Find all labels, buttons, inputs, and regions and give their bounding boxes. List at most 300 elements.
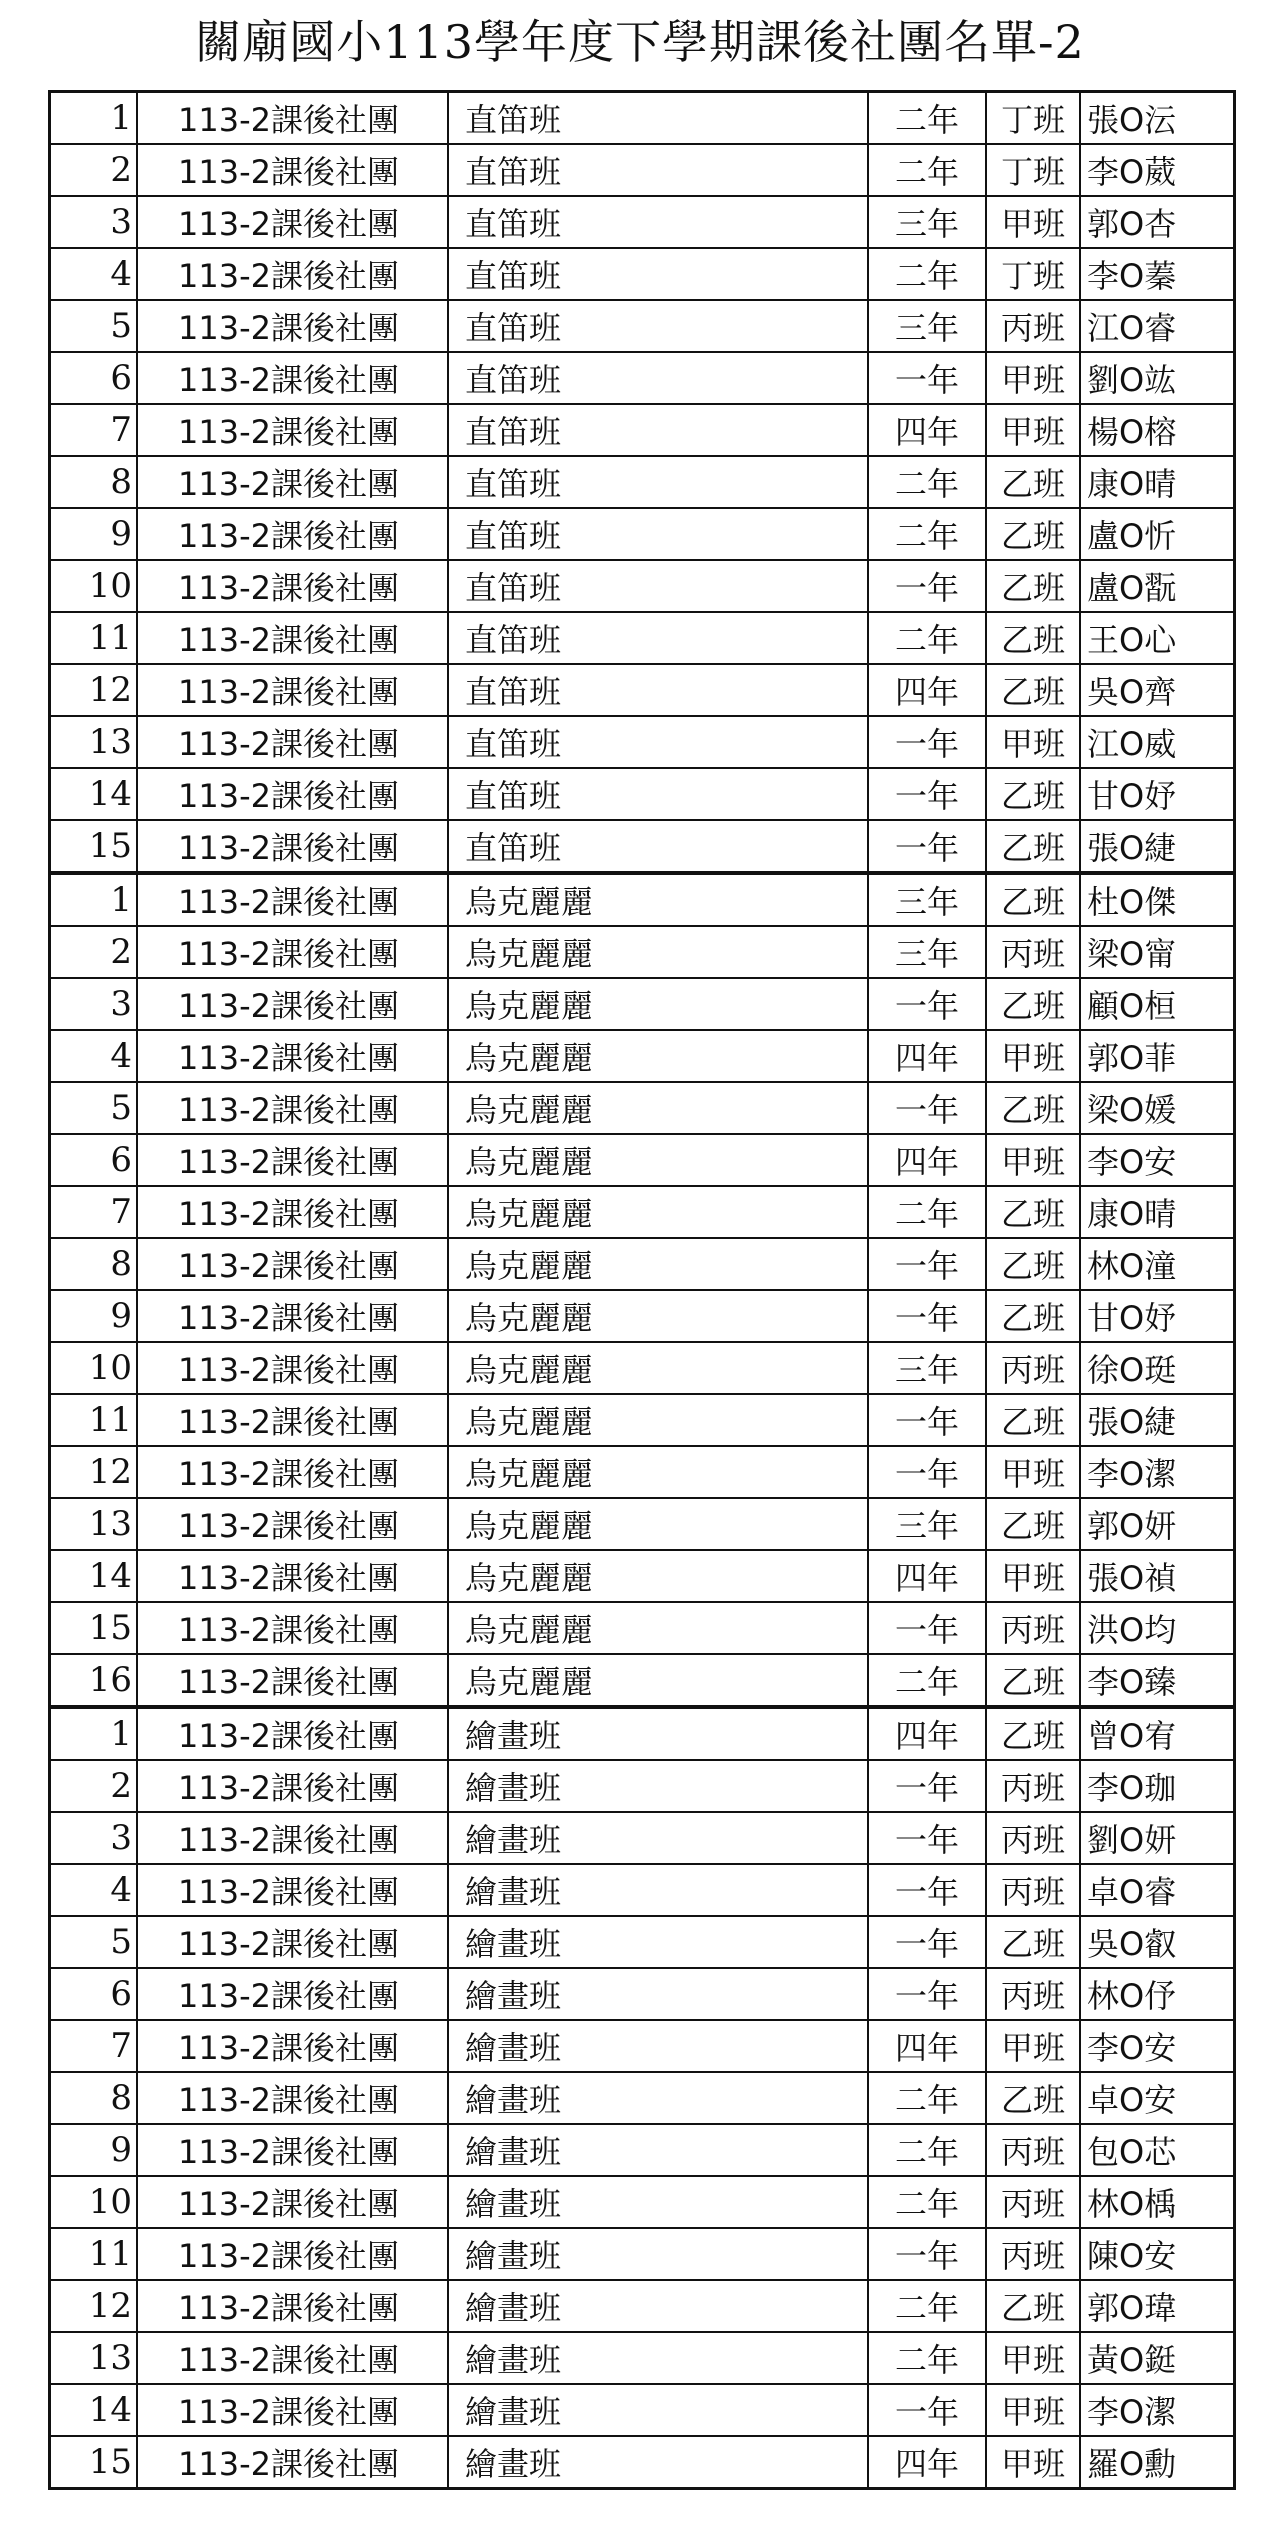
club-term: 113-2課後社團 [137,612,448,664]
grade-cell: 一年 [868,820,986,873]
student-name: 陳O安 [1080,2228,1233,2280]
grade-cell: 二年 [868,2332,986,2384]
student-name: 林O楀 [1080,2176,1233,2228]
student-name: 劉O竑 [1080,352,1233,404]
table-row [51,1082,1233,1134]
table-row [51,1654,1233,1707]
club-term: 113-2課後社團 [137,560,448,612]
grade-cell: 四年 [868,1707,986,1760]
student-name: 康O晴 [1080,456,1233,508]
grade-cell: 四年 [868,404,986,456]
section-cell: 乙班 [986,2072,1080,2124]
grade-cell: 一年 [868,1082,986,1134]
section-cell: 乙班 [986,456,1080,508]
student-name: 郭O妍 [1080,1498,1233,1550]
student-name: 郭O瑋 [1080,2280,1233,2332]
club-term: 113-2課後社團 [137,1498,448,1550]
row-number: 12 [51,1446,137,1498]
club-class: 烏克麗麗 [448,1030,868,1082]
club-term: 113-2課後社團 [137,300,448,352]
table-row [51,93,1233,144]
row-number: 5 [51,300,137,352]
student-name: 盧O忻 [1080,508,1233,560]
row-number: 1 [51,1707,137,1760]
club-term: 113-2課後社團 [137,144,448,196]
student-name: 盧O翫 [1080,560,1233,612]
student-name: 梁O媛 [1080,1082,1233,1134]
grade-cell: 一年 [868,1864,986,1916]
table-row [51,926,1233,978]
section-cell: 乙班 [986,560,1080,612]
club-term: 113-2課後社團 [137,1916,448,1968]
club-class: 直笛班 [448,196,868,248]
club-class: 直笛班 [448,612,868,664]
row-number: 15 [51,2436,137,2487]
club-term: 113-2課後社團 [137,2072,448,2124]
club-class: 直笛班 [448,404,868,456]
row-number: 8 [51,1238,137,1290]
club-class: 繪畫班 [448,1812,868,1864]
club-class: 烏克麗麗 [448,1654,868,1707]
grade-cell: 三年 [868,873,986,926]
grade-cell: 一年 [868,1238,986,1290]
club-class: 烏克麗麗 [448,978,868,1030]
grade-cell: 一年 [868,768,986,820]
table-row [51,978,1233,1030]
student-name: 甘O妤 [1080,768,1233,820]
section-cell: 丙班 [986,1602,1080,1654]
grade-cell: 二年 [868,2280,986,2332]
club-class: 繪畫班 [448,1707,868,1760]
grade-cell: 二年 [868,2072,986,2124]
row-number: 6 [51,1968,137,2020]
grade-cell: 三年 [868,926,986,978]
row-number: 14 [51,768,137,820]
table-row [51,1134,1233,1186]
student-name: 卓O睿 [1080,1864,1233,1916]
row-number: 3 [51,1812,137,1864]
grade-cell: 一年 [868,978,986,1030]
grade-cell: 四年 [868,2436,986,2487]
club-term: 113-2課後社團 [137,1134,448,1186]
row-number: 7 [51,2020,137,2072]
table-row [51,1968,1233,2020]
section-cell: 甲班 [986,716,1080,768]
student-name: 江O威 [1080,716,1233,768]
row-number: 4 [51,248,137,300]
club-class: 直笛班 [448,508,868,560]
club-class: 直笛班 [448,716,868,768]
table-row [51,1864,1233,1916]
club-class: 直笛班 [448,248,868,300]
table-row [51,2176,1233,2228]
section-cell: 乙班 [986,1498,1080,1550]
grade-cell: 一年 [868,1394,986,1446]
club-class: 繪畫班 [448,2020,868,2072]
student-name: 康O晴 [1080,1186,1233,1238]
section-cell: 丙班 [986,1864,1080,1916]
grade-cell: 三年 [868,1342,986,1394]
student-name: 甘O妤 [1080,1290,1233,1342]
student-name: 李O安 [1080,2020,1233,2072]
student-name: 卓O安 [1080,2072,1233,2124]
student-name: 黃O鋌 [1080,2332,1233,2384]
table-row [51,196,1233,248]
club-class: 直笛班 [448,768,868,820]
section-cell: 乙班 [986,1394,1080,1446]
row-number: 4 [51,1864,137,1916]
section-cell: 乙班 [986,664,1080,716]
section-cell: 丙班 [986,2176,1080,2228]
club-class: 繪畫班 [448,2332,868,2384]
grade-cell: 三年 [868,1498,986,1550]
row-number: 10 [51,560,137,612]
section-cell: 甲班 [986,1446,1080,1498]
grade-cell: 一年 [868,352,986,404]
section-cell: 甲班 [986,2384,1080,2436]
row-number: 15 [51,820,137,873]
grade-cell: 二年 [868,1186,986,1238]
row-number: 13 [51,716,137,768]
row-number: 13 [51,1498,137,1550]
section-cell: 乙班 [986,1654,1080,1707]
row-number: 3 [51,978,137,1030]
club-class: 直笛班 [448,664,868,716]
row-number: 13 [51,2332,137,2384]
section-cell: 甲班 [986,196,1080,248]
club-term: 113-2課後社團 [137,2228,448,2280]
club-class: 烏克麗麗 [448,926,868,978]
section-cell: 甲班 [986,2332,1080,2384]
grade-cell: 二年 [868,612,986,664]
club-term: 113-2課後社團 [137,196,448,248]
club-class: 繪畫班 [448,2072,868,2124]
club-class: 烏克麗麗 [448,1602,868,1654]
student-name: 顧O桓 [1080,978,1233,1030]
club-class: 繪畫班 [448,2436,868,2487]
table-row [51,716,1233,768]
club-class: 烏克麗麗 [448,1290,868,1342]
club-term: 113-2課後社團 [137,873,448,926]
roster-table-frame [48,90,1236,2490]
club-class: 烏克麗麗 [448,873,868,926]
row-number: 5 [51,1916,137,1968]
section-cell: 乙班 [986,768,1080,820]
club-term: 113-2課後社團 [137,508,448,560]
student-name: 吳O叡 [1080,1916,1233,1968]
table-row [51,560,1233,612]
table-row [51,612,1233,664]
row-number: 14 [51,2384,137,2436]
student-name: 洪O均 [1080,1602,1233,1654]
row-number: 11 [51,1394,137,1446]
grade-cell: 四年 [868,1134,986,1186]
grade-cell: 三年 [868,300,986,352]
club-class: 直笛班 [448,560,868,612]
grade-cell: 一年 [868,1760,986,1812]
section-cell: 甲班 [986,1030,1080,1082]
grade-cell: 一年 [868,1446,986,1498]
student-name: 林O伃 [1080,1968,1233,2020]
student-name: 郭O菲 [1080,1030,1233,1082]
club-term: 113-2課後社團 [137,1238,448,1290]
section-cell: 丙班 [986,2124,1080,2176]
student-name: 李O蓁 [1080,248,1233,300]
club-class: 烏克麗麗 [448,1550,868,1602]
club-term: 113-2課後社團 [137,248,448,300]
row-number: 2 [51,1760,137,1812]
table-row [51,144,1233,196]
club-class: 烏克麗麗 [448,1134,868,1186]
roster-body [51,93,1233,2487]
row-number: 6 [51,1134,137,1186]
club-term: 113-2課後社團 [137,1602,448,1654]
row-number: 9 [51,1290,137,1342]
club-class: 烏克麗麗 [448,1446,868,1498]
table-row [51,1238,1233,1290]
club-class: 直笛班 [448,456,868,508]
student-name: 李O潔 [1080,1446,1233,1498]
table-row [51,1030,1233,1082]
club-term: 113-2課後社團 [137,2436,448,2487]
section-cell: 甲班 [986,1134,1080,1186]
club-class: 繪畫班 [448,2124,868,2176]
section-cell: 丙班 [986,1968,1080,2020]
club-term: 113-2課後社團 [137,1864,448,1916]
student-name: 楊O榕 [1080,404,1233,456]
club-term: 113-2課後社團 [137,2332,448,2384]
club-class: 繪畫班 [448,1916,868,1968]
grade-cell: 一年 [868,560,986,612]
row-number: 8 [51,2072,137,2124]
row-number: 10 [51,2176,137,2228]
club-class: 烏克麗麗 [448,1342,868,1394]
row-number: 6 [51,352,137,404]
grade-cell: 一年 [868,2228,986,2280]
grade-cell: 一年 [868,2384,986,2436]
club-term: 113-2課後社團 [137,1812,448,1864]
grade-cell: 一年 [868,1290,986,1342]
row-number: 7 [51,404,137,456]
table-row [51,2384,1233,2436]
club-term: 113-2課後社團 [137,1707,448,1760]
student-name: 李O珈 [1080,1760,1233,1812]
club-term: 113-2課後社團 [137,1342,448,1394]
section-cell: 丁班 [986,248,1080,300]
student-name: 梁O甯 [1080,926,1233,978]
club-term: 113-2課後社團 [137,1654,448,1707]
club-term: 113-2課後社團 [137,1446,448,1498]
club-class: 繪畫班 [448,2280,868,2332]
section-cell: 甲班 [986,1550,1080,1602]
student-name: 杜O傑 [1080,873,1233,926]
student-name: 曾O宥 [1080,1707,1233,1760]
section-cell: 乙班 [986,820,1080,873]
section-cell: 丙班 [986,1760,1080,1812]
row-number: 11 [51,612,137,664]
section-cell: 乙班 [986,1238,1080,1290]
table-row [51,1290,1233,1342]
club-class: 繪畫班 [448,2228,868,2280]
section-cell: 甲班 [986,2020,1080,2072]
student-name: 張O緁 [1080,820,1233,873]
row-number: 9 [51,2124,137,2176]
club-term: 113-2課後社團 [137,1394,448,1446]
section-cell: 甲班 [986,2436,1080,2487]
table-row [51,1812,1233,1864]
grade-cell: 一年 [868,1968,986,2020]
club-term: 113-2課後社團 [137,1550,448,1602]
table-row [51,456,1233,508]
student-name: 李O潔 [1080,2384,1233,2436]
club-term: 113-2課後社團 [137,768,448,820]
section-cell: 甲班 [986,352,1080,404]
student-name: 劉O妍 [1080,1812,1233,1864]
section-cell: 丁班 [986,93,1080,144]
section-cell: 丁班 [986,144,1080,196]
club-class: 繪畫班 [448,1760,868,1812]
club-class: 繪畫班 [448,1864,868,1916]
row-number: 7 [51,1186,137,1238]
table-row [51,1394,1233,1446]
table-row [51,1707,1233,1760]
club-class: 烏克麗麗 [448,1186,868,1238]
club-term: 113-2課後社團 [137,820,448,873]
table-row [51,1760,1233,1812]
club-class: 繪畫班 [448,1968,868,2020]
section-cell: 乙班 [986,612,1080,664]
grade-cell: 一年 [868,1916,986,1968]
club-term: 113-2課後社團 [137,926,448,978]
student-name: 王O心 [1080,612,1233,664]
table-row [51,508,1233,560]
table-row [51,300,1233,352]
section-cell: 乙班 [986,1290,1080,1342]
section-cell: 乙班 [986,2280,1080,2332]
club-class: 直笛班 [448,352,868,404]
student-name: 徐O珽 [1080,1342,1233,1394]
student-name: 包O芯 [1080,2124,1233,2176]
club-term: 113-2課後社團 [137,1082,448,1134]
grade-cell: 四年 [868,664,986,716]
section-cell: 丙班 [986,926,1080,978]
grade-cell: 一年 [868,1812,986,1864]
club-term: 113-2課後社團 [137,2384,448,2436]
club-class: 繪畫班 [448,2384,868,2436]
grade-cell: 二年 [868,93,986,144]
club-term: 113-2課後社團 [137,2020,448,2072]
table-row [51,1342,1233,1394]
row-number: 11 [51,2228,137,2280]
student-name: 吳O齊 [1080,664,1233,716]
club-class: 直笛班 [448,300,868,352]
table-row [51,1186,1233,1238]
table-row [51,820,1233,873]
club-term: 113-2課後社團 [137,2176,448,2228]
section-cell: 丙班 [986,2228,1080,2280]
table-row [51,248,1233,300]
club-class: 直笛班 [448,820,868,873]
club-class: 繪畫班 [448,2176,868,2228]
club-class: 烏克麗麗 [448,1238,868,1290]
club-term: 113-2課後社團 [137,664,448,716]
club-term: 113-2課後社團 [137,2124,448,2176]
club-class: 直笛班 [448,144,868,196]
page-title: 關廟國小113學年度下學期課後社團名單-2 [195,15,1085,69]
club-class: 直笛班 [448,93,868,144]
table-row [51,2124,1233,2176]
section-cell: 丙班 [986,300,1080,352]
section-cell: 乙班 [986,508,1080,560]
table-row [51,2436,1233,2487]
student-name: 張O禎 [1080,1550,1233,1602]
row-number: 5 [51,1082,137,1134]
grade-cell: 二年 [868,2176,986,2228]
row-number: 1 [51,873,137,926]
grade-cell: 二年 [868,456,986,508]
student-name: 李O安 [1080,1134,1233,1186]
grade-cell: 二年 [868,508,986,560]
row-number: 16 [51,1654,137,1707]
section-cell: 丙班 [986,1812,1080,1864]
club-term: 113-2課後社團 [137,1760,448,1812]
row-number: 2 [51,144,137,196]
row-number: 4 [51,1030,137,1082]
table-row [51,2072,1233,2124]
club-term: 113-2課後社團 [137,978,448,1030]
student-name: 李O臻 [1080,1654,1233,1707]
student-name: 林O潼 [1080,1238,1233,1290]
table-row [51,2020,1233,2072]
table-row [51,873,1233,926]
table-row [51,1602,1233,1654]
table-row [51,404,1233,456]
grade-cell: 一年 [868,716,986,768]
section-cell: 丙班 [986,1342,1080,1394]
club-term: 113-2課後社團 [137,1030,448,1082]
club-class: 烏克麗麗 [448,1394,868,1446]
row-number: 9 [51,508,137,560]
grade-cell: 二年 [868,144,986,196]
student-name: 郭O杏 [1080,196,1233,248]
grade-cell: 二年 [868,1654,986,1707]
table-row [51,2332,1233,2384]
table-row [51,2228,1233,2280]
grade-cell: 二年 [868,248,986,300]
club-term: 113-2課後社團 [137,1968,448,2020]
student-name: 李O葳 [1080,144,1233,196]
row-number: 14 [51,1550,137,1602]
row-number: 8 [51,456,137,508]
row-number: 3 [51,196,137,248]
row-number: 12 [51,664,137,716]
club-term: 113-2課後社團 [137,1290,448,1342]
grade-cell: 四年 [868,1030,986,1082]
table-row [51,1446,1233,1498]
table-row [51,352,1233,404]
row-number: 2 [51,926,137,978]
club-term: 113-2課後社團 [137,352,448,404]
club-class: 烏克麗麗 [448,1498,868,1550]
table-row [51,2280,1233,2332]
grade-cell: 四年 [868,2020,986,2072]
club-term: 113-2課後社團 [137,1186,448,1238]
row-number: 1 [51,93,137,144]
table-row [51,1498,1233,1550]
grade-cell: 三年 [868,196,986,248]
club-term: 113-2課後社團 [137,2280,448,2332]
club-term: 113-2課後社團 [137,93,448,144]
